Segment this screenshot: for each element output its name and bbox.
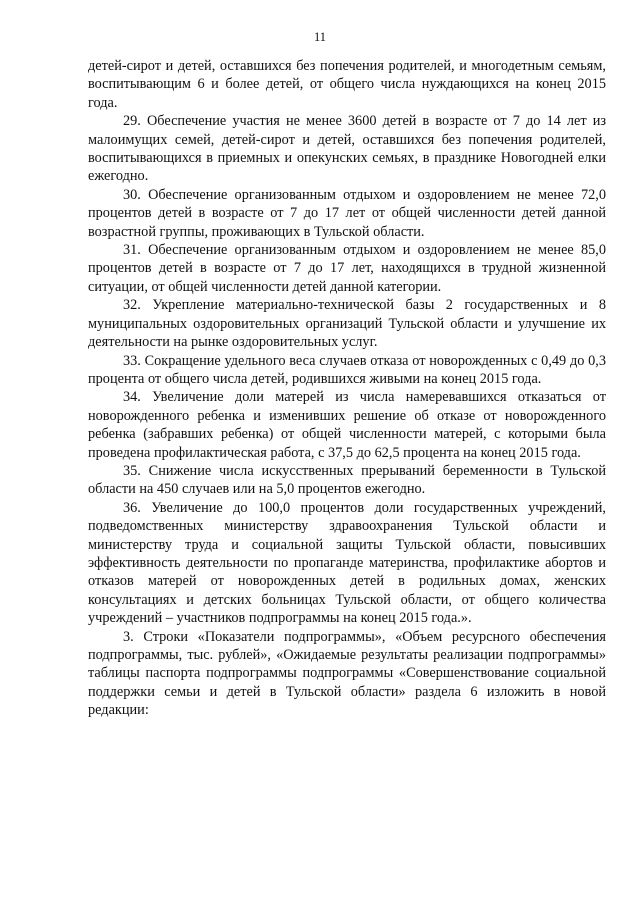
paragraph-item-30: 30. Обеспечение организованным отдыхом и оздоровлением не менее 72,0 процентов детей в возрасте от 7 до 17 лет от общей численности детей данной возрастной группы, проживающих в Тульской области. [88,186,606,240]
page-number: 11 [313,30,327,44]
paragraph-item-34: 34. Увеличение доли матерей из числа намеревавшихся отказаться от новорожденного ребенка и изменивших решение об отказе от новорожденного ребенка (забравших ребенка) от общей численности матерей, с которыми была проведена профилактическая работа, с 37,5 до 62,5 процента на конец 2015 года. [88,389,606,461]
paragraph-continuation: детей-сирот и детей, оставшихся без попечения родителей, и многодетным семьям, воспитывающим 6 и более детей, от общего числа нуждающихся на конец 2015 года. [88,58,606,111]
paragraph-item-36: 36. Увеличение до 100,0 процентов доли государственных учреждений, подведомственных министерству здравоохранения Тульской области и министерству труда и социальной защиты Тульской области, повысивших эффективность деятельности по пропаганде материнства, профилактике абортов и отказов матерей от новорожденных детей в родильных домах, женских консультациях и детских больницах Тульской области, от общего количества учреждений – участников подпрограммы на конец 2015 года.». [88,499,606,627]
paragraph-item-31: 31. Обеспечение организованным отдыхом и оздоровлением не менее 85,0 процентов детей в возрасте от 7 до 17 лет, находящихся в трудной жизненной ситуации, от общей численности детей данной категории. [88,242,606,295]
paragraph-item-32: 32. Укрепление материально-технической базы 2 государственных и 8 муниципальных оздоровительных организаций Тульской области и улучшение их деятельности на рынке оздоровительных услуг. [88,297,606,351]
paragraph-item-29: 29. Обеспечение участия не менее 3600 детей в возрасте от 7 до 14 лет из малоимущих семей, детей-сирот и детей, оставшихся без попечения родителей, воспитывающихся в приемных и опекунских семьях, в празднике Новогодней елки ежегодно. [88,113,606,185]
document-body [88,57,606,720]
paragraph-amendment-3: 3. Строки «Показатели подпрограммы», «Объем ресурсного обеспечения подпрограммы, тыс. рублей», «Ожидаемые результаты реализации подпрограммы» таблицы паспорта подпрограммы подпрограммы «Совершенствование социальной поддержки семьи и детей в Тульской области» раздела 6 изложить в новой редакции: [88,628,606,719]
paragraph-item-35: 35. Снижение числа искусственных прерываний беременности в Тульской области на 450 случаев или на 5,0 процентов ежегодно. [88,462,606,498]
paragraph-item-33: 33. Сокращение удельного веса случаев отказа от новорожденных с 0,49 до 0,3 процента от общего числа детей, родившихся живыми на конец 2015 года. [88,352,606,387]
